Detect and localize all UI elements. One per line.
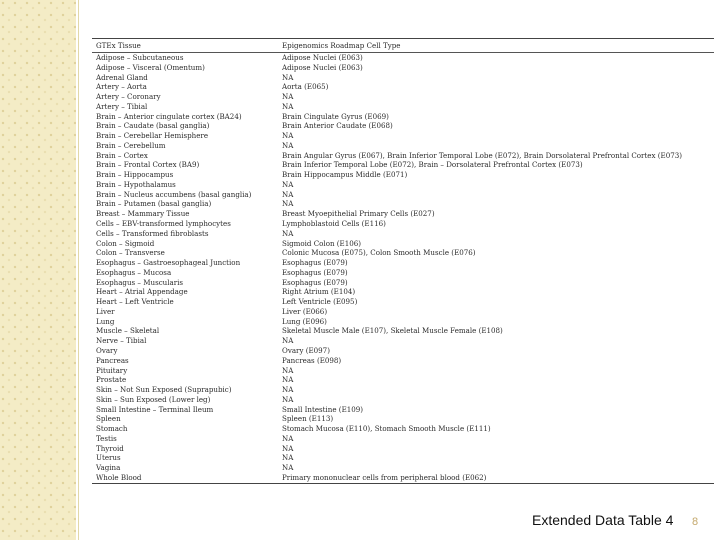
tissue-mapping-table [92, 38, 714, 484]
side-divider [78, 0, 79, 540]
table-row [92, 131, 714, 141]
roadmap-cell-type-cell: Colonic Mucosa (E075), Colon Smooth Muscle (E076) [282, 248, 476, 258]
roadmap-cell-type-cell: Skeletal Muscle Male (E107), Skeletal Muscle Female (E108) [282, 326, 503, 336]
table-row [92, 102, 714, 112]
gtex-tissue-cell: Vagina [96, 463, 121, 473]
table-row [92, 199, 714, 209]
roadmap-cell-type-cell: Breast Myoepithelial Primary Cells (E027) [282, 209, 435, 219]
roadmap-cell-type-cell: Aorta (E065) [282, 82, 329, 92]
gtex-tissue-cell: Pancreas [96, 355, 129, 365]
table-row [92, 248, 714, 258]
roadmap-cell-type-cell: Sigmoid Colon (E106) [282, 238, 362, 248]
table-row [92, 82, 714, 92]
page-number: 8 [692, 516, 699, 528]
table-row [92, 297, 714, 307]
roadmap-cell-type-cell: Spleen (E113) [282, 414, 334, 424]
table-row [92, 92, 714, 102]
roadmap-cell-type-cell: Right Atrium (E104) [282, 287, 356, 297]
table-row [92, 356, 714, 366]
table-row [92, 278, 714, 288]
gtex-tissue-cell: Brain – Anterior cingulate cortex (BA24) [96, 111, 242, 121]
roadmap-cell-type-cell: NA [282, 394, 294, 404]
gtex-tissue-cell: Liver [96, 306, 115, 316]
table-header-row [92, 39, 714, 53]
roadmap-cell-type-cell: Small Intestine (E109) [282, 404, 364, 414]
gtex-tissue-cell: Brain – Hippocampus [96, 170, 174, 180]
gtex-tissue-cell: Whole Blood [96, 472, 142, 482]
gtex-tissue-cell: Brain – Cerebellar Hemisphere [96, 131, 209, 141]
gtex-tissue-cell: Cells – Transformed fibroblasts [96, 228, 209, 238]
gtex-tissue-cell: Brain – Putamen (basal ganglia) [96, 199, 212, 209]
table-body [92, 53, 714, 484]
roadmap-cell-type-cell: Stomach Mucosa (E110), Stomach Smooth Muscle (E111) [282, 424, 491, 434]
gtex-tissue-cell: Muscle – Skeletal [96, 326, 160, 336]
gtex-tissue-cell: Testis [96, 433, 117, 443]
roadmap-cell-type-cell: NA [282, 199, 294, 209]
table-row [92, 375, 714, 385]
table-row [92, 239, 714, 249]
table-row [92, 53, 714, 63]
table-row [92, 424, 714, 434]
gtex-tissue-cell: Colon – Transverse [96, 248, 165, 258]
table-row [92, 336, 714, 346]
gtex-tissue-cell: Cells – EBV-transformed lymphocytes [96, 219, 231, 229]
table-row [92, 63, 714, 73]
table-row [92, 287, 714, 297]
roadmap-cell-type-cell: Primary mononuclear cells from peripheral blood (E062) [282, 472, 487, 482]
table-row [92, 414, 714, 424]
roadmap-cell-type-cell: Lymphoblastoid Cells (E116) [282, 219, 386, 229]
gtex-tissue-cell: Artery – Coronary [96, 92, 161, 102]
table-row [92, 180, 714, 190]
gtex-tissue-cell: Brain – Hypothalamus [96, 179, 176, 189]
table-row [92, 317, 714, 327]
table-row [92, 385, 714, 395]
roadmap-cell-type-cell: NA [282, 443, 294, 453]
header-roadmap-cell-type: Epigenomics Roadmap Cell Type [282, 41, 401, 50]
roadmap-cell-type-cell: Brain Inferior Temporal Lobe (E072), Brain – Dorsolateral Prefrontal Cortex (E073) [282, 160, 583, 170]
table-row [92, 121, 714, 131]
header-gtex-tissue: GTEx Tissue [96, 41, 141, 50]
roadmap-cell-type-cell: NA [282, 433, 294, 443]
table-row [92, 209, 714, 219]
gtex-tissue-cell: Adipose – Visceral (Omentum) [96, 62, 205, 72]
table-row [92, 141, 714, 151]
slide-caption: Extended Data Table 4 [532, 512, 674, 528]
roadmap-cell-type-cell: NA [282, 72, 294, 82]
roadmap-cell-type-cell: Left Ventricle (E095) [282, 297, 358, 307]
roadmap-cell-type-cell: NA [282, 453, 294, 463]
gtex-tissue-cell: Heart – Left Ventricle [96, 297, 174, 307]
gtex-tissue-cell: Heart – Atrial Appendage [96, 287, 188, 297]
tissue-mapping-table-container [92, 38, 714, 484]
table-row [92, 258, 714, 268]
gtex-tissue-cell: Thyroid [96, 443, 124, 453]
table-row [92, 219, 714, 229]
table-row [92, 229, 714, 239]
roadmap-cell-type-cell: Lung (E096) [282, 316, 327, 326]
gtex-tissue-cell: Breast – Mammary Tissue [96, 209, 190, 219]
table-row [92, 307, 714, 317]
gtex-tissue-cell: Brain – Cerebellum [96, 140, 166, 150]
gtex-tissue-cell: Skin – Not Sun Exposed (Suprapubic) [96, 385, 232, 395]
roadmap-cell-type-cell: NA [282, 131, 294, 141]
roadmap-cell-type-cell: NA [282, 92, 294, 102]
roadmap-cell-type-cell: Brain Angular Gyrus (E067), Brain Inferior Temporal Lobe (E072), Brain Dorsolateral Prefrontal Cortex (E073) [282, 150, 683, 160]
gtex-tissue-cell: Adipose – Subcutaneous [96, 53, 184, 62]
gtex-tissue-cell: Adrenal Gland [96, 72, 148, 82]
gtex-tissue-cell: Uterus [96, 453, 121, 463]
gtex-tissue-cell: Brain – Nucleus accumbens (basal ganglia) [96, 189, 252, 199]
roadmap-cell-type-cell: NA [282, 463, 294, 473]
gtex-tissue-cell: Spleen [96, 414, 121, 424]
table-row [92, 463, 714, 473]
table-row [92, 190, 714, 200]
gtex-tissue-cell: Stomach [96, 424, 128, 434]
gtex-tissue-cell: Colon – Sigmoid [96, 238, 155, 248]
table-row [92, 453, 714, 463]
table-row [92, 73, 714, 83]
gtex-tissue-cell: Small Intestine – Terminal Ileum [96, 404, 214, 414]
table-row [92, 268, 714, 278]
roadmap-cell-type-cell: Adipose Nuclei (E063) [282, 53, 363, 62]
roadmap-cell-type-cell: NA [282, 189, 294, 199]
roadmap-cell-type-cell: Liver (E066) [282, 306, 328, 316]
table-row [92, 405, 714, 415]
gtex-tissue-cell: Brain – Caudate (basal ganglia) [96, 121, 210, 131]
roadmap-cell-type-cell: Brain Cingulate Gyrus (E069) [282, 111, 389, 121]
gtex-tissue-cell: Prostate [96, 375, 127, 385]
gtex-tissue-cell: Esophagus – Gastroesophageal Junction [96, 258, 241, 268]
gtex-tissue-cell: Esophagus – Mucosa [96, 267, 172, 277]
table-row [92, 112, 714, 122]
table-row [92, 151, 714, 161]
roadmap-cell-type-cell: NA [282, 336, 294, 346]
table-row [92, 444, 714, 454]
gtex-tissue-cell: Skin – Sun Exposed (Lower leg) [96, 394, 211, 404]
table-row [92, 170, 714, 180]
roadmap-cell-type-cell: Esophagus (E079) [282, 267, 348, 277]
roadmap-cell-type-cell: NA [282, 365, 294, 375]
gtex-tissue-cell: Brain – Frontal Cortex (BA9) [96, 160, 200, 170]
decorative-side-band [0, 0, 76, 540]
table-row [92, 395, 714, 405]
roadmap-cell-type-cell: Adipose Nuclei (E063) [282, 62, 363, 72]
gtex-tissue-cell: Artery – Aorta [96, 82, 147, 92]
gtex-tissue-cell: Artery – Tibial [96, 101, 148, 111]
roadmap-cell-type-cell: NA [282, 179, 294, 189]
gtex-tissue-cell: Brain – Cortex [96, 150, 148, 160]
roadmap-cell-type-cell: Pancreas (E098) [282, 355, 342, 365]
gtex-tissue-cell: Lung [96, 316, 115, 326]
table-row [92, 326, 714, 336]
table-row [92, 160, 714, 170]
gtex-tissue-cell: Pituitary [96, 365, 128, 375]
table-row [92, 366, 714, 376]
table-row [92, 473, 714, 483]
table-row [92, 434, 714, 444]
roadmap-cell-type-cell: Esophagus (E079) [282, 258, 348, 268]
roadmap-cell-type-cell: Brain Hippocampus Middle (E071) [282, 170, 408, 180]
roadmap-cell-type-cell: Brain Anterior Caudate (E068) [282, 121, 393, 131]
roadmap-cell-type-cell: Ovary (E097) [282, 345, 330, 355]
roadmap-cell-type-cell: Esophagus (E079) [282, 277, 348, 287]
gtex-tissue-cell: Ovary [96, 345, 118, 355]
roadmap-cell-type-cell: NA [282, 385, 294, 395]
roadmap-cell-type-cell: NA [282, 101, 294, 111]
table-row [92, 346, 714, 356]
gtex-tissue-cell: Esophagus – Muscularis [96, 277, 184, 287]
roadmap-cell-type-cell: NA [282, 375, 294, 385]
roadmap-cell-type-cell: NA [282, 140, 294, 150]
gtex-tissue-cell: Nerve – Tibial [96, 336, 147, 346]
roadmap-cell-type-cell: NA [282, 228, 294, 238]
